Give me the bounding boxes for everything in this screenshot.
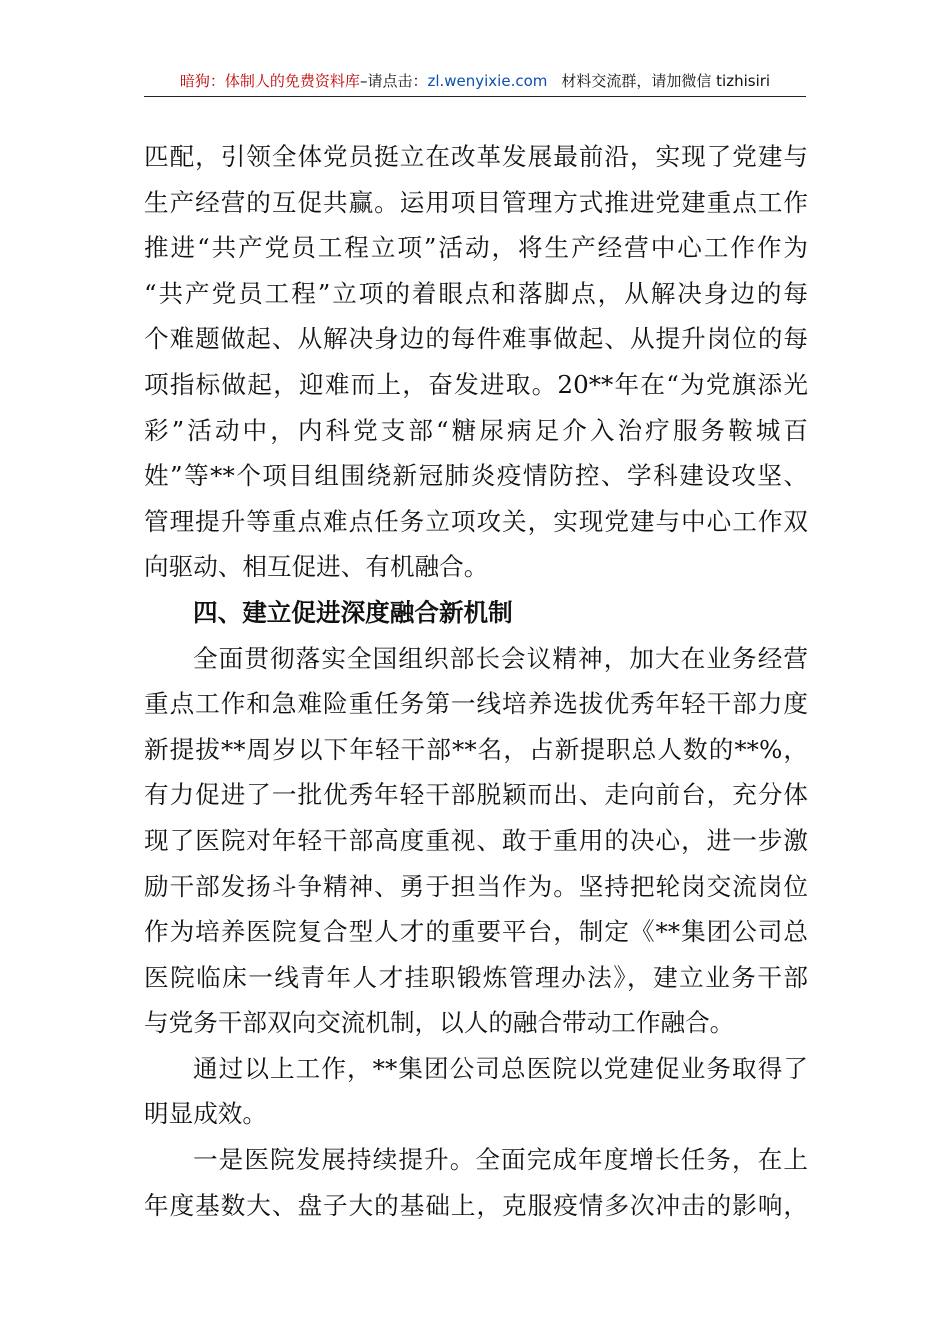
paragraph-line: 新提拔**周岁以下年轻干部**名，占新提职总人数的**%， xyxy=(144,734,808,764)
paragraph-line: 推进“共产党员工程立项”活动，将生产经营中心工作作为 xyxy=(144,233,808,263)
paragraph-line: 姓”等**个项目组围绕新冠肺炎疫情防控、学科建设攻坚、 xyxy=(144,461,808,491)
paragraph-line: 全面贯彻落实全国组织部长会议精神，加大在业务经营 xyxy=(193,643,808,673)
section-heading: 四、建立促进深度融合新机制 xyxy=(193,597,513,627)
paragraph-line: 年度基数大、盘子大的基础上，克服疫情多次冲击的影响， xyxy=(144,1190,808,1220)
paragraph-line: 通过以上工作，**集团公司总医院以党建促业务取得了 xyxy=(193,1053,808,1083)
paragraph-line: 匹配，引领全体党员挺立在改革发展最前沿，实现了党建与 xyxy=(144,142,808,171)
paragraph-line: 个难题做起、从解决身边的每件难事做起、从提升岗位的每 xyxy=(144,324,808,354)
paragraph-line: 与党务干部双向交流机制，以人的融合带动工作融合。 xyxy=(144,1008,735,1038)
header-wechat-note: 材料交流群，请加微信 tizhisiri xyxy=(561,72,771,90)
header-click-prompt: –请点击： xyxy=(359,72,428,90)
paragraph-line: 向驱动、相互促进、有机融合。 xyxy=(144,552,489,582)
paragraph-line: 医院临床一线青年人才挂职锻炼管理办法》，建立业务干部 xyxy=(144,962,808,992)
paragraph-line: 有力促进了一批优秀年轻干部脱颖而出、走向前台，充分体 xyxy=(144,780,808,810)
paragraph-line: 项指标做起，迎难而上，奋发进取。20**年在“为党旗添光 xyxy=(144,369,808,399)
paragraph-line: 现了医院对年轻干部高度重视、敢于重用的决心，进一步激 xyxy=(144,825,808,855)
header-site-name: 暗狗：体制人的免费资料库 xyxy=(179,72,360,90)
document-body xyxy=(144,134,808,1228)
paragraph-line: 管理提升等重点难点任务立项攻关，实现党建与中心工作双 xyxy=(144,506,808,536)
paragraph-line: 彩”活动中，内科党支部“糖尿病足介入治疗服务鞍城百 xyxy=(144,415,808,445)
paragraph-line: 作为培养医院复合型人才的重要平台，制定《**集团公司总 xyxy=(144,917,808,947)
paragraph-line: “共产党员工程”立项的着眼点和落脚点，从解决身边的每 xyxy=(144,278,808,308)
paragraph-line: 一是医院发展持续提升。全面完成年度增长任务，在上 xyxy=(193,1145,808,1175)
page-header xyxy=(144,66,806,97)
paragraph-line: 重点工作和急难险重任务第一线培养选拔优秀年轻干部力度 xyxy=(144,689,808,719)
paragraph-line: 明显成效。 xyxy=(144,1099,267,1129)
paragraph-line: 生产经营的互促共赢。运用项目管理方式推进党建重点工作 xyxy=(144,187,808,217)
paragraph-line: 励干部发扬斗争精神、勇于担当作为。坚持把轮岗交流岗位 xyxy=(144,871,808,901)
header-url-link[interactable]: zl.wenyixie.com xyxy=(427,72,548,90)
